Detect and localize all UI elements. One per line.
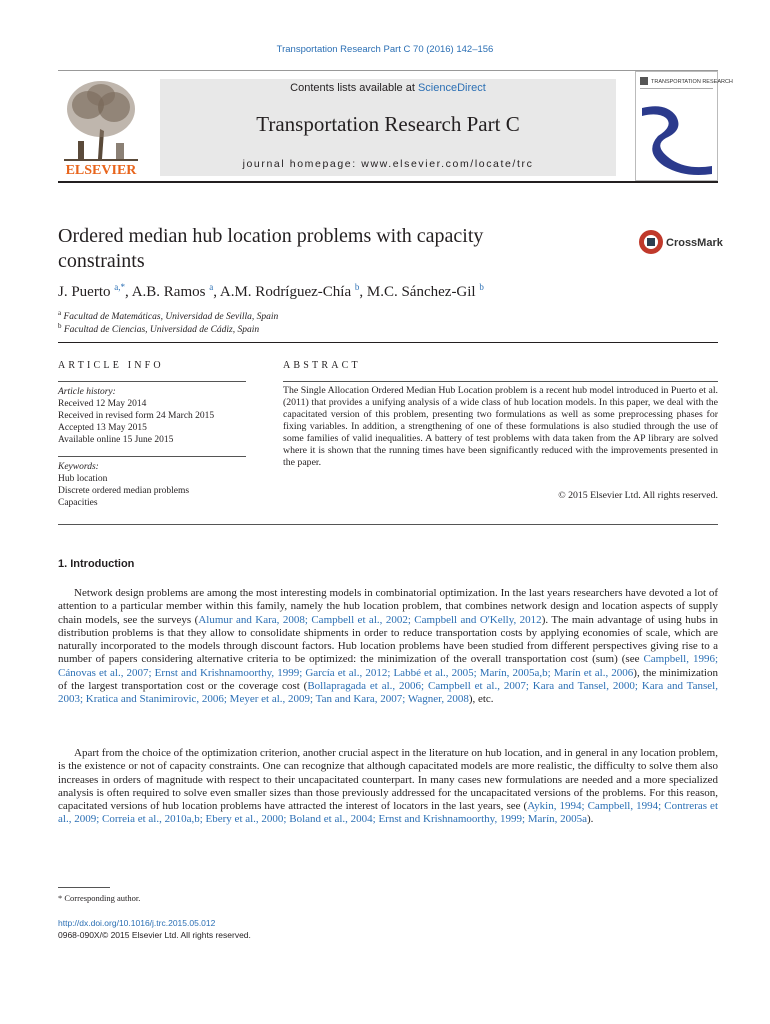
paper-title xyxy=(58,224,578,274)
author-list: J. Puerto $^{a,*}$, A.B. Ramos $^a$, A.M. Rodríguez-Chía $^b$, M.C. Sánchez-Gil $^b$ xyxy=(58,282,484,300)
sciencedirect-link[interactable]: ScienceDirect xyxy=(417,82,486,94)
paragraph-text: ). xyxy=(587,813,594,826)
keyword-item: Capacities xyxy=(58,498,98,508)
contents-line xyxy=(160,82,616,94)
history-revised: Received in revised form 24 March 2015 xyxy=(58,411,215,421)
paragraph-text: ), the minimization of the largest transportation cost or the coverage cost ( xyxy=(58,666,718,693)
issn-copyright: 0968-090X/© 2015 Elsevier Ltd. All rights reserved. xyxy=(58,930,251,940)
abstract-heading: ABSTRACT xyxy=(283,360,361,371)
citation-link[interactable]: Alumur and Kara, 2008; Campbell et al., 2002; Campbell and O'Kelly, 2012 xyxy=(198,613,542,626)
affiliation-text: Facultad de Ciencias, Universidad de Cádiz, Spain xyxy=(63,325,260,336)
paper-title-line-2: constraints xyxy=(58,250,145,272)
author-affiliation-mark[interactable]: b xyxy=(479,282,484,292)
affiliation-mark: a xyxy=(58,309,62,317)
crossmark-label: CrossMark xyxy=(666,237,723,249)
journal-title: Transportation Research Part C xyxy=(256,112,520,136)
intro-paragraph-2 xyxy=(58,747,718,827)
doi-link[interactable]: http://dx.doi.org/10.1016/j.trc.2015.05.012 xyxy=(58,918,216,928)
section-heading-introduction: 1. Introduction xyxy=(58,558,135,570)
citation-link[interactable]: Bollapragada et al., 2006; Campbell et al., 2007; Kara and Tansel, 2000; Kara and Tansel, 2003; Kratica and Stanimirovic, 2006; Meyer et al., 2009; Tan and Kara, 2007; Wagner, 2008 xyxy=(58,680,718,706)
keyword-item: Discrete ordered median problems xyxy=(58,486,190,496)
citation-link[interactable]: Aykin, 1994; Campbell, 1994; Contreras et al., 2009; Correia et al., 2010a,b; Ebery et al., 2000; Boland et al., 2004; Ernst and Krishnamoorthy, 1999; Marín, 2005a xyxy=(58,800,718,826)
keywords-rule xyxy=(58,456,246,457)
history-online: Available online 15 June 2015 xyxy=(58,435,174,445)
article-info-rule xyxy=(58,381,246,382)
paragraph-text: Network design problems are among the most interesting models in combinatorial optimization. In the last years researchers have devoted a lot of attention to a particular member within this family, namely the hub location problem, that combines network design and location aspects of supply chain models, see the surveys ( xyxy=(58,587,718,626)
affiliation-b xyxy=(58,322,259,335)
paragraph-text: ). The main advantage of using hubs in distribution problems is that they allow to consolidate shipments in order to reduce transportation costs by applying economies of scale, which are naturally incorporated to the models through discount factors. Hub location problems have been studied from different perspectives giving rise to a number of papers considering alternative criteria to be optimized: the minimization of the overall transportation cost (sum) (see xyxy=(58,613,718,666)
elsevier-wordmark: ELSEVIER xyxy=(65,163,137,178)
affiliation-a xyxy=(58,309,278,322)
history-received: Received 12 May 2014 xyxy=(58,399,147,409)
paragraph-text: Apart from the choice of the optimization criterion, another crucial aspect in the literature on hub location, and in general in any location problem, is the existence or not of capacity constraints. One can recognize that although capacitated models are more realistic, the difficulty to solve them also increases in orders of magnitude with respect to their uncapacitated counterpart. In many cases new formulations are needed and a more specialized analysis is often required to solve even smaller sizes than those previously addressed for the uncapacitated versions of the problems. For this reason, capacitated versions of hub location problems have attracted the interest of locators in the last years, see ( xyxy=(58,747,718,813)
keywords-label: Keywords: xyxy=(58,462,99,472)
journal-homepage-link[interactable]: journal homepage: www.elsevier.com/locate/trc xyxy=(242,158,534,170)
paper-title-line-1: Ordered median hub location problems with capacity xyxy=(58,225,484,247)
citation-link[interactable]: Campbell, 1996; Cánovas et al., 2007; Ernst and Krishnamoorthy, 1999; García et al., 2012; Labbé et al., 2005; Marín, 2005a,b; Marín et al., 2006 xyxy=(58,653,718,679)
article-info-heading: ARTICLE INFO xyxy=(58,360,164,371)
author-affiliation-mark[interactable]: a,* xyxy=(114,282,125,292)
affiliation-text: Facultad de Matemáticas, Universidad de Sevilla, Spain xyxy=(63,312,279,323)
author-affiliation-mark[interactable]: a xyxy=(209,282,214,292)
paragraph-text: ), etc. xyxy=(468,693,494,706)
article-history-label: Article history: xyxy=(58,387,116,397)
journal-citation-link[interactable]: Transportation Research Part C 70 (2016) 142–156 xyxy=(276,44,494,55)
title-block-rule xyxy=(58,342,718,343)
corresponding-author-footnote: * Corresponding author. xyxy=(58,893,141,903)
masthead-bottom-rule xyxy=(58,181,718,183)
journal-cover-thumbnail xyxy=(635,71,733,181)
crossmark-badge[interactable] xyxy=(638,228,723,256)
abstract-bottom-rule xyxy=(58,524,718,525)
abstract-rule xyxy=(283,381,718,382)
abstract-text: The Single Allocation Ordered Median Hub Location problem is a recent hub model introduced in Puerto et al. (2011) that provides a unifying analysis of a wide class of hub location models. In this paper, we deal with the capacitated version of this problem, presenting two formulations as well as some preprocessing phases for fixing variables. In addition, a strengthening of one of these formulations is also studied through the use of some families of valid inequalities. A battery of test problems with data taken from the AP library are solved where it is shown that the running times have been significantly reduced with the improvements presented in the paper. xyxy=(283,385,718,468)
affiliation-mark: b xyxy=(58,322,62,330)
keyword-item: Hub location xyxy=(58,474,108,484)
contents-prefix: Contents lists available at xyxy=(290,82,418,94)
author-name[interactable]: J. Puerto xyxy=(58,284,111,300)
author-affiliation-mark[interactable]: b xyxy=(354,282,360,292)
cover-title: TRANSPORTATION RESEARCH xyxy=(651,79,733,85)
masthead-top-rule xyxy=(58,70,718,71)
history-accepted: Accepted 13 May 2015 xyxy=(58,423,147,433)
intro-paragraph-1 xyxy=(58,587,718,707)
author-name[interactable]: A.M. Rodríguez-Chía xyxy=(219,284,352,300)
abstract-copyright: © 2015 Elsevier Ltd. All rights reserved. xyxy=(558,490,718,501)
elsevier-logo xyxy=(58,71,144,177)
author-name[interactable]: M.C. Sánchez-Gil xyxy=(366,284,476,300)
footnote-rule xyxy=(58,887,110,888)
author-name[interactable]: A.B. Ramos xyxy=(131,284,206,300)
